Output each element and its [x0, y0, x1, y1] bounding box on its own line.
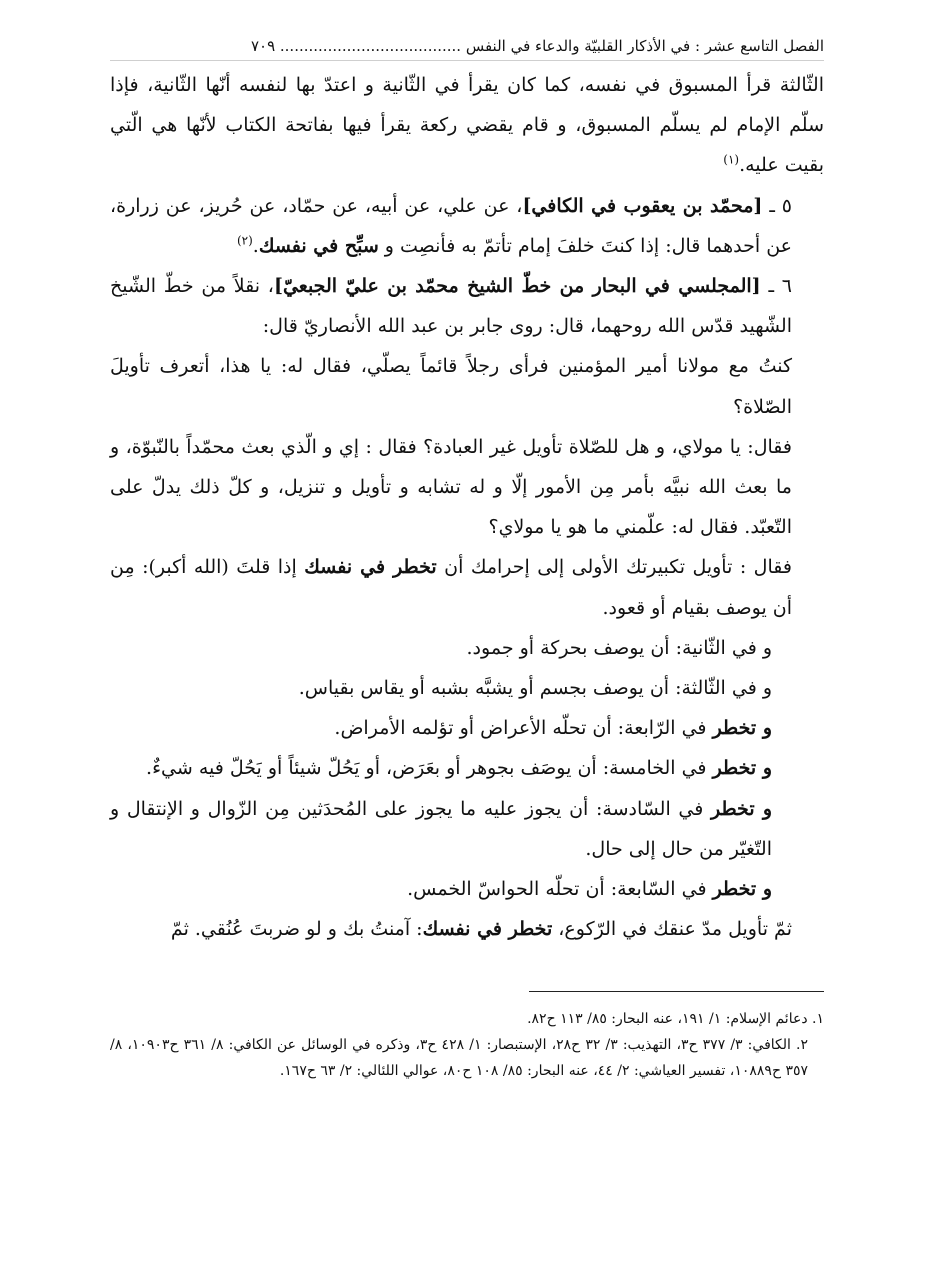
source-title: [المجلسي في البحار من خطّ الشيخ محمّد بن عليّ الجبعيّ] — [273, 275, 761, 298]
paragraph-5: فقال: يا مولاي، و هل للصّلاة تأويل غير العبادة؟ فقال : إي و الّذي بعث محمّداً بالنّبوّة، و ما بعث الله نبيَّه بأمر مِن الأمور إلّا و له تشابه و تأويل و تنزيل، و كلّ ذلك يدلّ على التّعبّد. فقال له: علّمني ما هو يا مولاي؟ — [110, 435, 792, 539]
list-item-2: و في الثّانية: أن يوصف بحركة أو جمود. — [466, 636, 772, 659]
paragraph-6-text-a: فقال : تأويل تكبيرتك الأولى إلى إحرامك أن — [444, 556, 792, 579]
paragraph-3 — [110, 266, 824, 346]
paragraph-4: كنتُ مع مولانا أمير المؤمنين فرأى رجلاً قائماً يصلّي، فقال له: يا هذا، أتعرف تأويلَ الصّلاة؟ — [110, 355, 793, 418]
list-item-6-text: في السّادسة: أن يجوز عليه ما يجوز على المُحدَثين مِن الزّوال و الإنتقال و التّغيّر من حال إلى حال. — [110, 797, 772, 860]
footnote-2: ٢. الكافي: ٣/ ٣٧٧ ح٣، التهذيب: ٣/ ٣٢ ح٢٨، الإستبصار: ١/ ٤٢٨ ح٣، وذكره في الوسائل عن الكافي: ٨/ ٣٦١ ح١٠٩٠٣، ٨/ ٣٥٧ ح١٠٨٨٩، تفسير العياشي: ٢/ ٤٤، عنه البحار: ٨٥/ ١٠٨ ح٨٠، عوالي اللئالي: ٢/ ٦٣ ح١٦٧. — [110, 1037, 808, 1080]
footnote-divider — [529, 991, 824, 992]
paragraph-1 — [110, 65, 824, 186]
chain-text: ، عن علي، عن أبيه، عن حمّاد، عن حُريز، عن زرارة، عن أحدهما — [110, 194, 792, 257]
list-item-6 — [110, 789, 824, 869]
emphasis-text: سبِّح في نفسك — [258, 234, 379, 257]
running-header: الفصل التاسع عشر : في الأذكار القلبيّة والدعاء في النفس ...................................... ٧٠٩ — [110, 34, 824, 61]
paragraph-2 — [110, 186, 824, 266]
list-item-7-text: في السّابعة: أن تحلّه الحواسّ الخمس. — [407, 878, 707, 901]
period: . — [252, 234, 259, 257]
list-item-3: و في الثّالثة: أن يوصف بجسم أو يشبَّه بشبه أو يقاس بقياس. — [298, 677, 772, 700]
item-number: ٥ ـ — [769, 194, 792, 217]
emphasis-text: و تخطر — [712, 757, 772, 780]
emphasis-text: و تخطر — [710, 797, 773, 820]
footnote-ref-2: (٢) — [236, 233, 253, 248]
quote-text: قال: إذا كنتَ خلفَ إمام تأتمّ به فأنصِت و — [384, 234, 701, 257]
paragraph-7-text-a: ثمّ تأويل مدّ عنقك في الرّكوع، — [558, 918, 792, 941]
footnotes — [110, 1006, 824, 1084]
book-page — [110, 34, 824, 1084]
item-number: ٦ ـ — [768, 275, 793, 298]
emphasis-text: تخطر في نفسك — [422, 918, 553, 941]
footnote-ref-1: (١) — [723, 153, 740, 168]
paragraph-1-text: الثّالثة قرأ المسبوق في نفسه، كما كان يقرأ في الثّانية و اعتدّ بها لنفسه أنّها الثّانية، فإذا سلّم الإمام لم يسلّم المسبوق، و قام يقضي ركعة يقرأ فيها بفاتحة الكتاب لأنّها هي الّتي بقيت عليه. — [110, 74, 824, 177]
paragraph-6 — [110, 547, 824, 627]
footnote-1: ١. دعائم الإسلام: ١/ ١٩١، عنه البحار: ٨٥/ ١١٣ ح٨٢. — [527, 1011, 824, 1028]
list-item-4-text: في الرّابعة: أن تحلّه الأعراض أو تؤلمه الأمراض. — [334, 717, 707, 740]
paragraph-7-text-b: : آمنتُ بك و لو ضربتَ عُنُقي. ثمّ — [170, 918, 423, 941]
list-item-4 — [110, 708, 824, 748]
emphasis-text: و تخطر — [712, 717, 772, 740]
list-item-5-text: في الخامسة: أن يوصَف بجوهر أو بعَرَض، أو يَحُلّ شيئاً أو يَحُلّ فيه شيءٌ. — [146, 757, 707, 780]
main-text — [110, 65, 824, 949]
emphasis-text: و تخطر — [712, 878, 772, 901]
paragraph-3-text: ، نقلاً من خطّ الشّيخ الشّهيد قدّس الله روحهما، قال: روى جابر بن عبد الله الأنصاريّ قال: — [110, 275, 792, 338]
paragraph-6-text-b: إذا قلتَ (الله أكبر): مِن أن يوصف بقيام أو قعود. — [110, 556, 792, 619]
emphasis-text: تخطر في نفسك — [304, 556, 437, 579]
paragraph-7 — [110, 909, 824, 949]
list-item-7 — [110, 869, 824, 909]
list-item-5 — [110, 748, 824, 788]
source-title: [محمّد بن يعقوب في الكافي] — [522, 194, 763, 217]
